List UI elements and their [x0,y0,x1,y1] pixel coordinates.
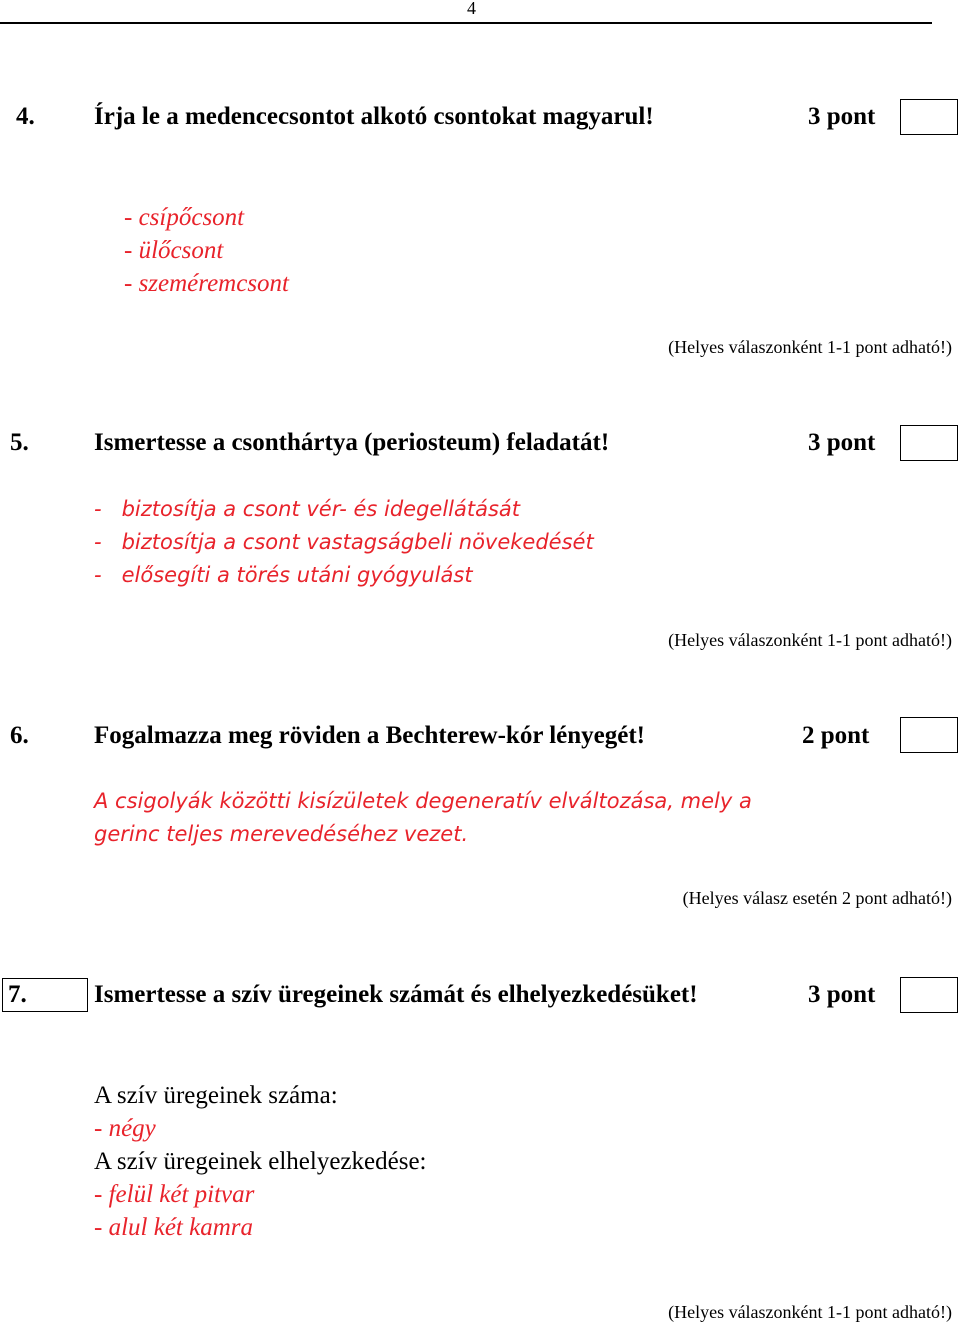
answer-line: - csípőcsont [124,204,245,231]
answer-line: - elősegíti a törés utáni gyógyulást [94,563,473,587]
points-label: 3 pont [808,981,876,1008]
points-label: 3 pont [808,103,876,130]
question-number: 4. [16,103,35,130]
question-number: 7. [8,981,27,1008]
answer-label: A szív üregeinek elhelyezkedése: [94,1148,427,1175]
answer-line: - négy [94,1115,156,1142]
answer-label: A szív üregeinek száma: [94,1082,338,1109]
question-text: Írja le a medencecsontot alkotó csontokat magyarul! [94,103,654,130]
answer-line: - biztosítja a csont vastagságbeli növekedését [94,530,594,554]
points-label: 3 pont [808,429,876,456]
scoring-note: (Helyes válaszonként 1-1 pont adható!) [668,630,952,650]
page-number: 4 [467,0,476,18]
answer-line: gerinc teljes merevedéséhez vezet. [94,822,469,846]
answer-line: - szeméremcsont [124,270,290,297]
score-box[interactable] [900,977,958,1013]
answer-line: - felül két pitvar [94,1181,255,1208]
question-text: Ismertesse a csonthártya (periosteum) feladatát! [94,429,610,456]
answer-line: - biztosítja a csont vér- és idegellátását [94,497,520,521]
question-text: Ismertesse a szív üregeinek számát és elhelyezkedésüket! [94,981,698,1008]
points-label: 2 pont [802,722,870,749]
question-number: 5. [10,429,29,456]
scoring-note: (Helyes válasz esetén 2 pont adható!) [682,888,952,908]
score-box[interactable] [900,425,958,461]
answer-line: A csigolyák közötti kisízületek degeneratív elváltozása, mely a [94,789,752,813]
scoring-note: (Helyes válaszonként 1-1 pont adható!) [668,1302,952,1322]
answer-line: - alul két kamra [94,1214,253,1241]
question-number: 6. [10,722,29,749]
scoring-note: (Helyes válaszonként 1-1 pont adható!) [668,337,952,357]
header-rule [0,22,932,24]
score-box[interactable] [900,99,958,135]
question-text: Fogalmazza meg röviden a Bechterew-kór lényegét! [94,722,646,749]
score-box[interactable] [900,717,958,753]
answer-line: - ülőcsont [124,237,224,264]
